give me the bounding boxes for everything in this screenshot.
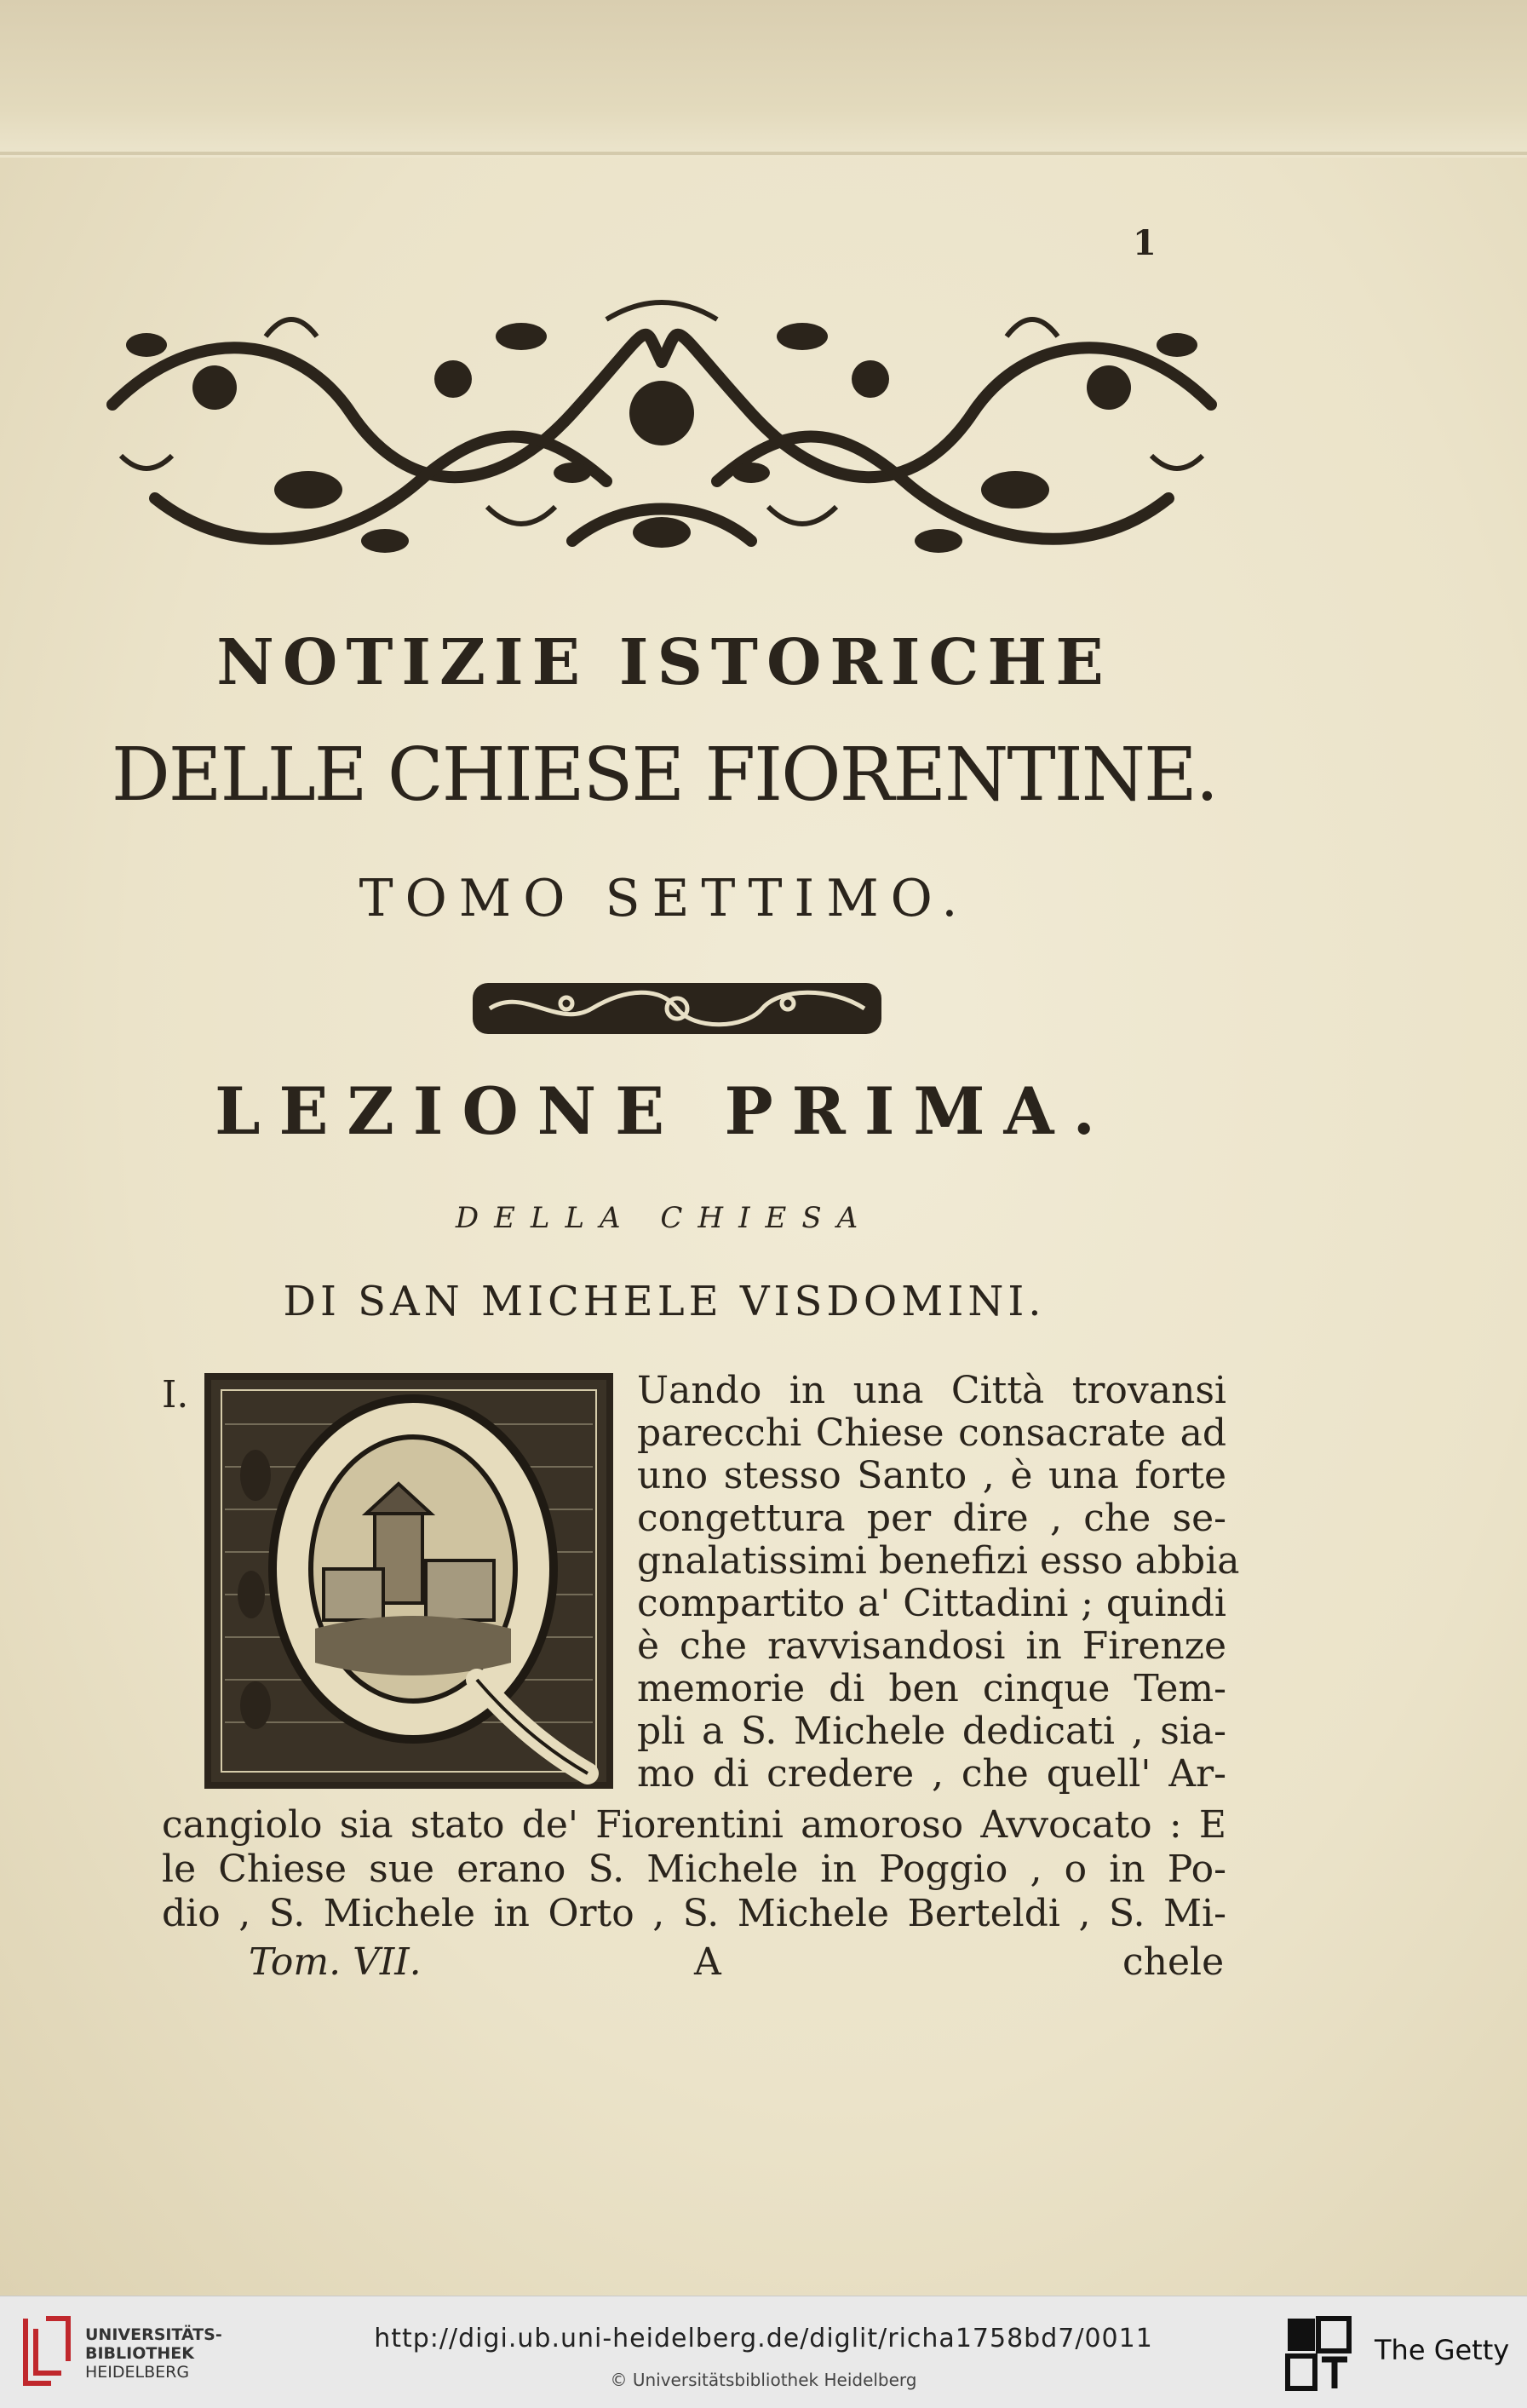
signature-mark: A xyxy=(694,1940,721,1984)
body-line: congettura per dire , che se- xyxy=(637,1497,1226,1540)
page-number: 1 xyxy=(1133,223,1157,263)
small-ornament-icon xyxy=(473,978,881,1039)
page-top-margin xyxy=(0,0,1527,158)
title-line-1: NOTIZIE ISTORICHE xyxy=(216,626,1112,699)
body-line: compartito a' Cittadini ; quindi xyxy=(637,1582,1226,1625)
library-name-line-3: HEIDELBERG xyxy=(85,2363,190,2382)
body-line: cangiolo sia stato de' Fiorentini amoroso Avvocato : E xyxy=(162,1803,1226,1847)
lesson-heading: LEZIONE PRIMA. xyxy=(215,1073,1114,1149)
title-line-3: TOMO SETTIMO. xyxy=(359,869,970,928)
signature-volume: Tom. VII. xyxy=(249,1940,422,1984)
body-line: gnalatissimi benefizi esso abbia xyxy=(637,1539,1240,1583)
body-line: dio , S. Michele in Orto , S. Michele Berteldi , S. Mi- xyxy=(162,1892,1226,1935)
getty-label[interactable]: The Getty xyxy=(1375,2334,1510,2366)
library-name-line-1: UNIVERSITÄTS- xyxy=(85,2325,222,2344)
viewer-footer xyxy=(0,2296,1527,2408)
section-number: I. xyxy=(162,1373,189,1417)
body-line: le Chiese sue erano S. Michele in Poggio , o in Po- xyxy=(162,1848,1226,1891)
headpiece-ornament-icon xyxy=(95,285,1228,571)
catchword: chele xyxy=(1122,1940,1225,1984)
body-line: parecchi Chiese consacrate ad xyxy=(637,1411,1226,1455)
church-name-heading: DI SAN MICHELE VISDOMINI. xyxy=(283,1278,1046,1325)
body-line: uno stesso Santo , è una forte xyxy=(637,1454,1226,1497)
page-fold-line xyxy=(0,152,1527,155)
getty-logo-icon[interactable] xyxy=(1284,2315,1352,2392)
dropcap-q-woodcut-icon xyxy=(204,1373,613,1789)
permalink-url[interactable]: http://digi.ub.uni-heidelberg.de/diglit/richa1758bd7/0011 xyxy=(374,2324,1153,2353)
body-line: pli a S. Michele dedicati , sia- xyxy=(637,1710,1226,1753)
library-name-line-2: BIBLIOTHEK xyxy=(85,2344,194,2363)
subheading-della-chiesa: DELLA CHIESA xyxy=(455,1201,874,1235)
body-line: è che ravvisandosi in Firenze xyxy=(637,1624,1226,1668)
body-line: memorie di ben cinque Tem- xyxy=(637,1667,1226,1710)
title-line-2: DELLE CHIESE FIORENTINE. xyxy=(111,733,1218,818)
copyright-notice: © Universitätsbibliothek Heidelberg xyxy=(610,2370,917,2390)
body-line: Uando in una Città trovansi xyxy=(637,1369,1226,1412)
body-line: mo di credere , che quell' Ar- xyxy=(637,1752,1226,1796)
